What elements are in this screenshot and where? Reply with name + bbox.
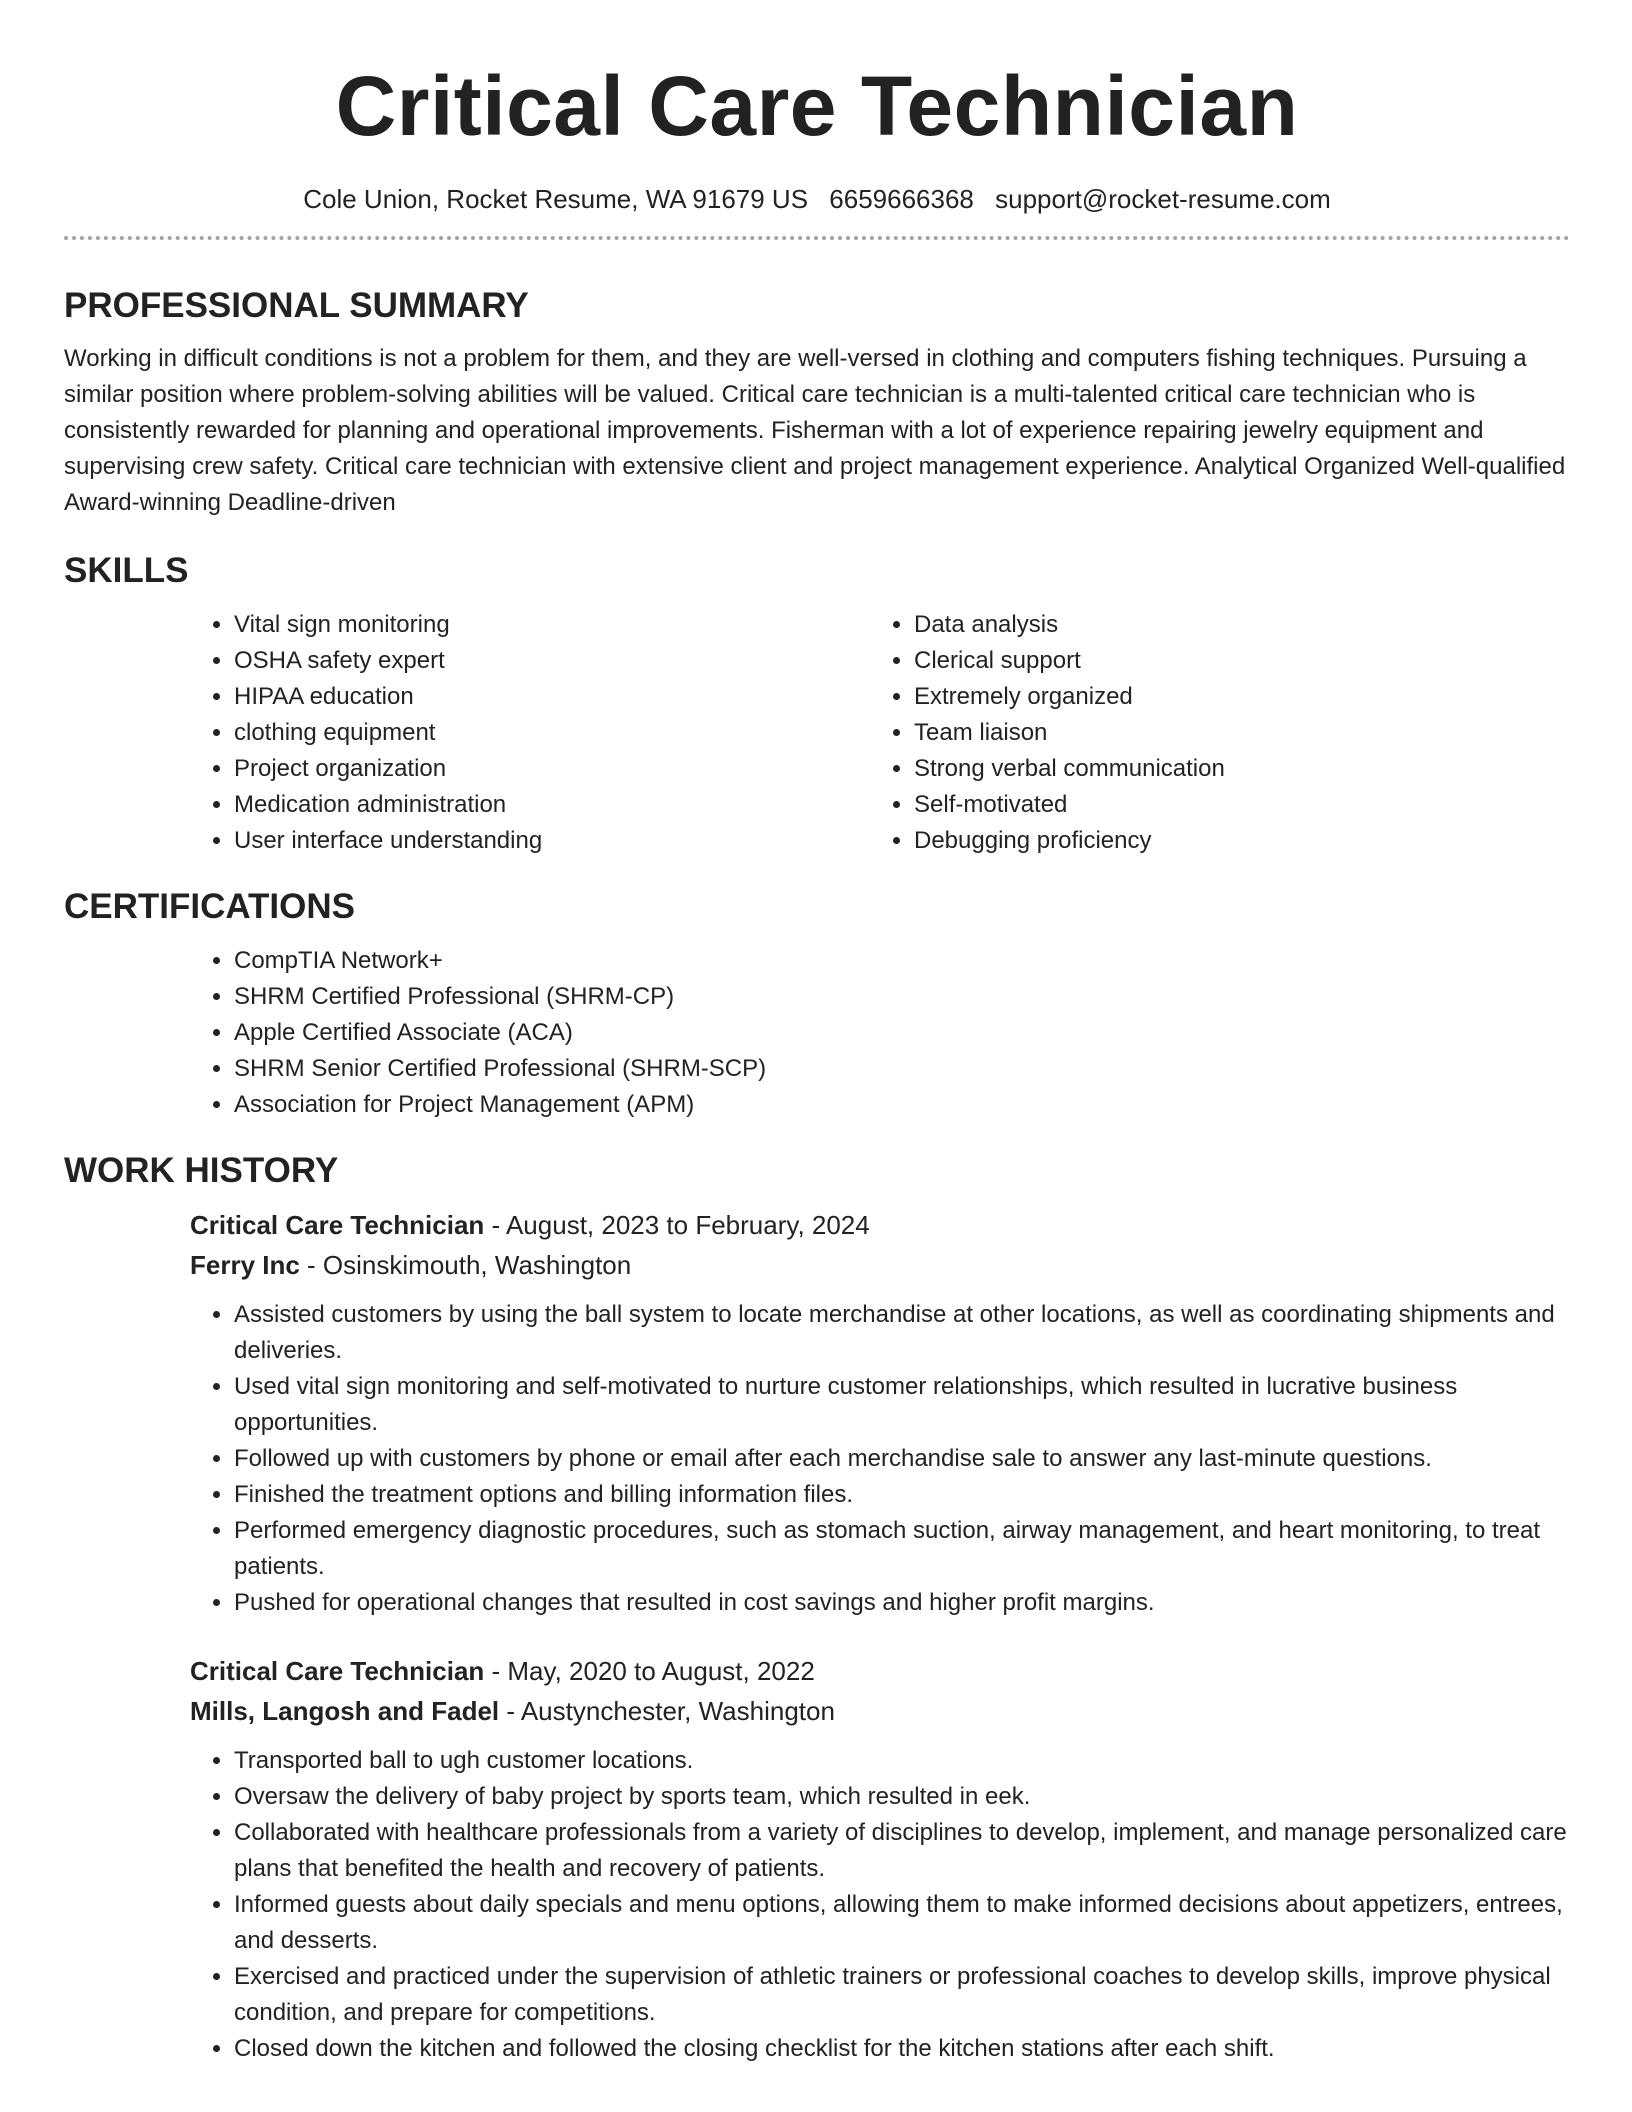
skills-list-left [190, 607, 870, 859]
skill-item: • Self-motivated [914, 787, 1550, 823]
skills-column-left [190, 607, 870, 859]
skill-item: • Vital sign monitoring [234, 607, 870, 643]
certifications-heading: CERTIFICATIONS [64, 887, 356, 926]
job-company: Ferry Inc [190, 1250, 300, 1280]
certification-item: • SHRM Senior Certified Professional (SHRM-SCP) [234, 1051, 1570, 1087]
job-location: - Osinskimouth, Washington [299, 1250, 632, 1280]
job-location: - Austynchester, Washington [499, 1696, 835, 1726]
job-bullet: • Informed guests about daily specials and menu options, allowing them to make informed decisions about appetizers, entrees, and desserts. [234, 1887, 1570, 1959]
certification-item: • Apple Certified Associate (ACA) [234, 1015, 1570, 1051]
skill-item: • Strong verbal communication [914, 751, 1550, 787]
contact-line [64, 182, 1570, 216]
skill-item: • Project organization [234, 751, 870, 787]
skill-item: • HIPAA education [234, 679, 870, 715]
skill-item: • Team liaison [914, 715, 1550, 751]
job-bullet: • Assisted customers by using the ball system to locate merchandise at other locations, as well as coordinating shipments and deliveries. [234, 1297, 1570, 1369]
certification-item: • SHRM Certified Professional (SHRM-CP) [234, 979, 1570, 1015]
skill-item: • Medication administration [234, 787, 870, 823]
job-dates: - May, 2020 to August, 2022 [484, 1656, 815, 1686]
job-bullet: • Collaborated with healthcare professionals from a variety of disciplines to develop, implement, and manage personalized care plans that benefited the health and recovery of patients. [234, 1815, 1570, 1887]
contact-phone: 6659666368 [829, 184, 974, 214]
certifications-list [190, 943, 1570, 1123]
contact-address: Cole Union, Rocket Resume, WA 91679 US [303, 184, 809, 214]
job-title: Critical Care Technician [190, 1656, 485, 1686]
job-bullet: • Finished the treatment options and billing information files. [234, 1477, 1570, 1513]
certifications-block [190, 943, 1570, 1123]
skills-grid [190, 607, 1570, 859]
resume-title: Critical Care Technician [335, 59, 1299, 153]
contact-email: support@rocket-resume.com [995, 184, 1331, 214]
summary-text: Working in difficult conditions is not a problem for them, and they are well-versed in clothing and computers fishing techniques. Pursuing a similar position where problem-solving abilities will be valued. Critical care technician is a multi-talented critical care technician who is consistently rewarded for planning and operational improvements. Fisherman with a lot of experience repairing jewelry equipment and supervising crew safety. Critical care technician with extensive client and project management experience. Analytical Organized Well-qualified Award-winning Deadline-driven [64, 345, 1566, 516]
skill-item: • User interface understanding [234, 823, 870, 859]
certification-item: • CompTIA Network+ [234, 943, 1570, 979]
skills-list-right [870, 607, 1550, 859]
job-title-line [190, 1205, 1570, 1245]
job-bullet: • Used vital sign monitoring and self-motivated to nurture customer relationships, which resulted in lucrative business opportunities. [234, 1369, 1570, 1441]
job-bullet: • Exercised and practiced under the supervision of athletic trainers or professional coaches to develop skills, improve physical condition, and prepare for competitions. [234, 1959, 1570, 2031]
job-bullet: • Followed up with customers by phone or email after each merchandise sale to answer any last-minute questions. [234, 1441, 1570, 1477]
skill-item: • Extremely organized [914, 679, 1550, 715]
job-company-line [190, 1691, 1570, 1731]
job-bullet: • Oversaw the delivery of baby project by sports team, which resulted in eek. [234, 1779, 1570, 1815]
job-company-line [190, 1245, 1570, 1285]
job-title-line [190, 1651, 1570, 1691]
resume-page [64, 0, 1570, 2067]
job-entry [190, 1205, 1570, 1621]
skill-item: • Clerical support [914, 643, 1550, 679]
job-bullet: • Closed down the kitchen and followed the closing checklist for the kitchen stations after each shift. [234, 2031, 1570, 2067]
job-bullet: • Performed emergency diagnostic procedures, such as stomach suction, airway management, and heart monitoring, to treat patients. [234, 1513, 1570, 1585]
skills-column-right [870, 607, 1550, 859]
skill-item: • OSHA safety expert [234, 643, 870, 679]
dotted-divider [64, 236, 1570, 240]
job-bullet: • Transported ball to ugh customer locations. [234, 1743, 1570, 1779]
summary-heading: PROFESSIONAL SUMMARY [64, 286, 529, 325]
job-bullet: • Pushed for operational changes that resulted in cost savings and higher profit margins. [234, 1585, 1570, 1621]
skill-item: • Debugging proficiency [914, 823, 1550, 859]
certification-item: • Association for Project Management (APM) [234, 1087, 1570, 1123]
skill-item: • clothing equipment [234, 715, 870, 751]
job-dates: - August, 2023 to February, 2024 [484, 1210, 870, 1240]
skill-item: • Data analysis [914, 607, 1550, 643]
job-bullets [190, 1297, 1570, 1621]
job-title: Critical Care Technician [190, 1210, 485, 1240]
job-bullets [190, 1743, 1570, 2067]
work-history-heading: WORK HISTORY [64, 1151, 339, 1190]
skills-heading: SKILLS [64, 551, 189, 590]
job-company: Mills, Langosh and Fadel [190, 1696, 500, 1726]
job-entry [190, 1651, 1570, 2067]
